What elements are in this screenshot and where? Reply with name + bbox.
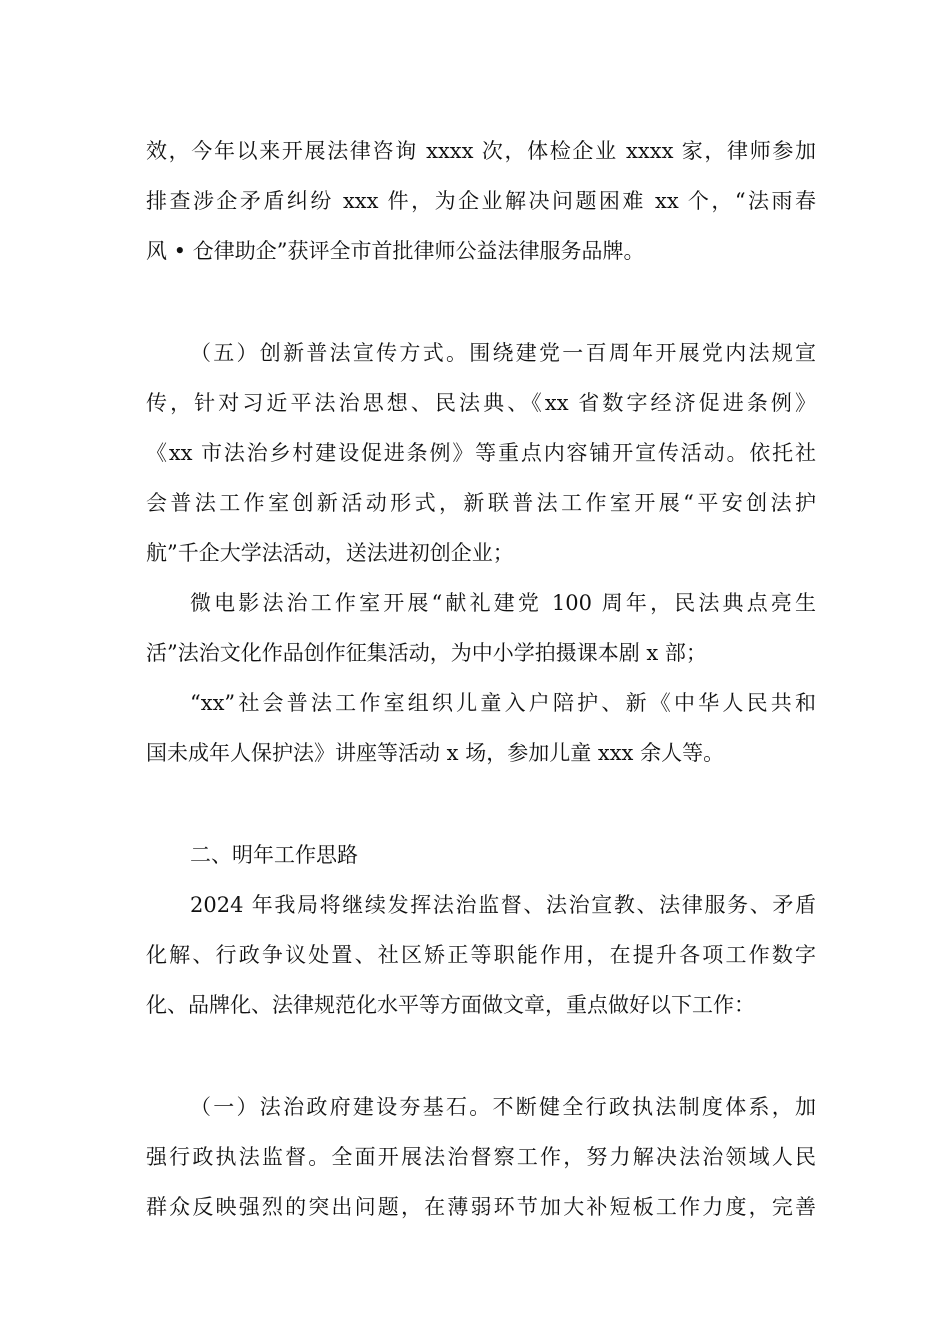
section-heading-line: （五）创新普法宣传方式。围绕建党一百周年开展党内法规宣 xyxy=(190,341,816,365)
text-line: 传，针对习近平法治思想、民法典、《xx 省数字经济促进条例》 xyxy=(146,391,816,415)
text-line: 国未成年人保护法》讲座等活动 x 场，参加儿童 xxx 余人等。 xyxy=(146,741,725,765)
text-line: 化、品牌化、法律规范化水平等方面做文章，重点做好以下工作： xyxy=(146,993,755,1017)
section-heading-line: （一）法治政府建设夯基石。不断健全行政执法制度体系，加 xyxy=(190,1095,816,1119)
text-line: 航”千企大学法活动，送法进初创企业； xyxy=(146,541,514,565)
text-line: 强行政执法监督。全面开展法治督察工作，努力解决法治领域人民 xyxy=(146,1145,816,1169)
text-line: “xx”社会普法工作室组织儿童入户陪护、新《中华人民共和 xyxy=(190,691,816,715)
text-line: 会普法工作室创新活动形式，新联普法工作室开展“平安创法护 xyxy=(146,491,816,515)
text-line: 活”法治文化作品创作征集活动，为中小学拍摄课本剧 x 部； xyxy=(146,641,707,665)
text-line: 化解、行政争议处置、社区矫正等职能作用，在提升各项工作数字 xyxy=(146,943,816,967)
text-line: 群众反映强烈的突出问题，在薄弱环节加大补短板工作力度，完善 xyxy=(146,1195,816,1219)
text-line: 风 • 仓律助企”获评全市首批律师公益法律服务品牌。 xyxy=(146,239,645,263)
text-line: 排查涉企矛盾纠纷 xxx 件，为企业解决问题困难 xx 个，“法雨春 xyxy=(146,189,816,213)
text-line: 《xx 市法治乡村建设促进条例》等重点内容铺开宣传活动。依托社 xyxy=(146,441,816,465)
text-line: 2024 年我局将继续发挥法治监督、法治宣教、法律服务、矛盾 xyxy=(190,893,816,917)
section-title: 二、明年工作思路 xyxy=(190,843,358,867)
text-line: 效，今年以来开展法律咨询 xxxx 次，体检企业 xxxx 家，律师参加 xyxy=(146,139,816,163)
text-line: 微电影法治工作室开展“献礼建党 100 周年，民法典点亮生 xyxy=(190,591,816,615)
